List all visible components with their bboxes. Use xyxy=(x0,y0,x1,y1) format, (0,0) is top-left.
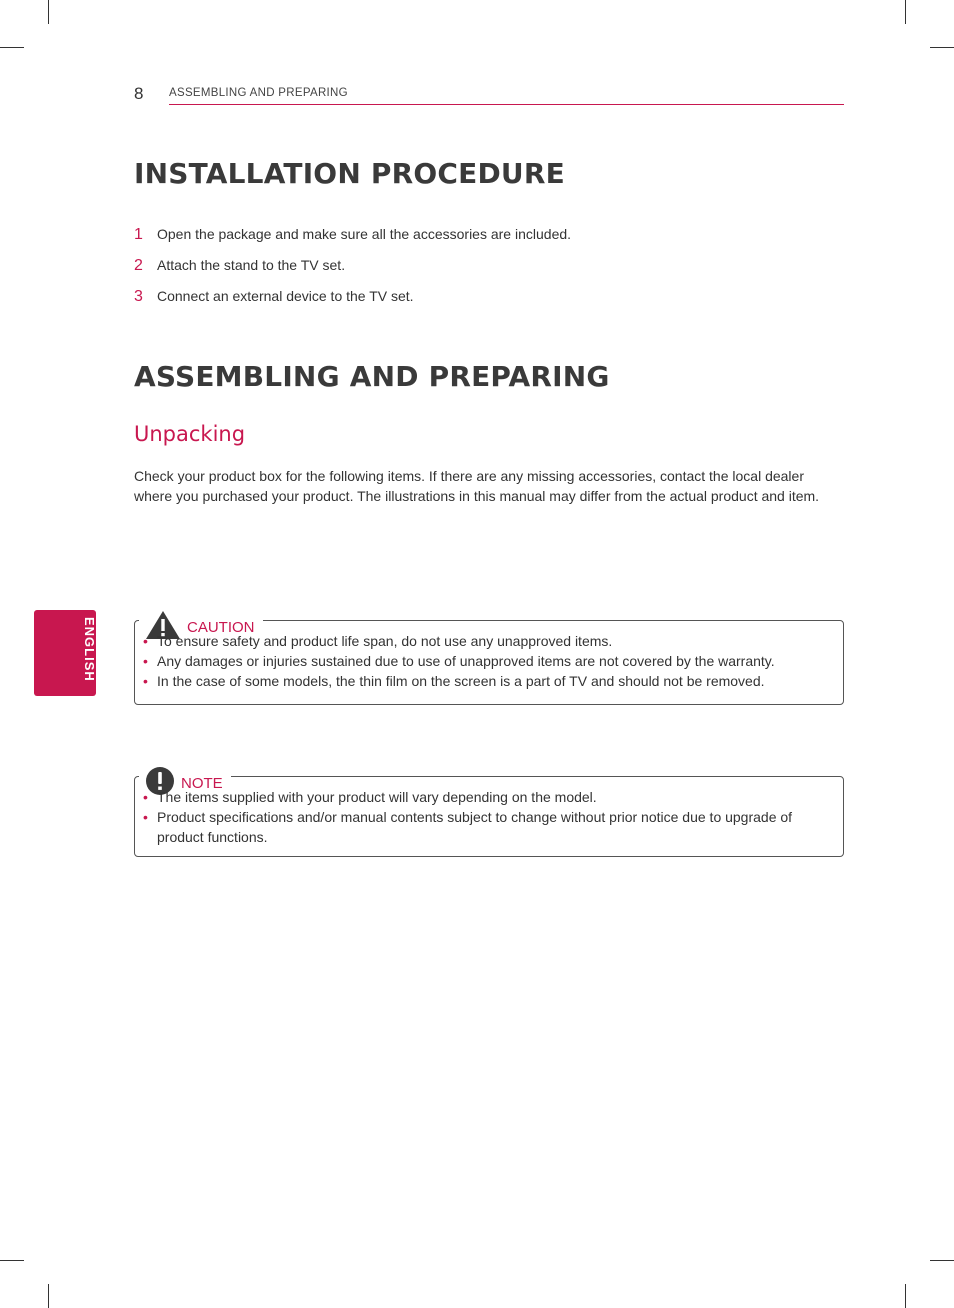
crop-mark xyxy=(48,0,49,24)
step-text: Attach the stand to the TV set. xyxy=(157,257,346,273)
language-tab-label: ENGLISH xyxy=(82,617,97,682)
step-item xyxy=(134,257,571,288)
caution-box xyxy=(134,620,844,705)
step-number: 3 xyxy=(134,288,143,305)
caution-item: • Any damages or injuries sustained due to use of unapproved items are not covered by the warranty. xyxy=(135,651,835,671)
installation-steps xyxy=(134,226,571,319)
crop-mark xyxy=(930,47,954,48)
note-label: NOTE xyxy=(181,775,223,792)
step-text: Open the package and make sure all the accessories are included. xyxy=(157,226,572,242)
step-number: 1 xyxy=(134,226,143,243)
page-number: 8 xyxy=(134,84,144,103)
step-item xyxy=(134,288,571,319)
caution-label: CAUTION xyxy=(187,619,255,636)
note-list xyxy=(135,787,835,847)
step-item xyxy=(134,226,571,257)
note-item: • Product specifications and/or manual contents subject to change without prior notice due to upgrade of product functions. xyxy=(135,807,835,847)
language-tab xyxy=(34,610,96,696)
unpacking-title: Unpacking xyxy=(134,422,246,446)
step-text: Connect an external device to the TV set. xyxy=(157,288,414,304)
running-head: ASSEMBLING AND PREPARING xyxy=(169,87,348,99)
caution-list xyxy=(135,631,835,691)
note-box xyxy=(134,776,844,857)
crop-mark xyxy=(48,1284,49,1308)
crop-mark xyxy=(905,1284,906,1308)
header-rule xyxy=(169,104,844,105)
crop-mark xyxy=(0,47,24,48)
crop-mark xyxy=(930,1260,954,1261)
crop-mark xyxy=(905,0,906,24)
crop-mark xyxy=(0,1260,24,1261)
caution-item: • To ensure safety and product life span, do not use any unapproved items. xyxy=(135,631,835,651)
installation-title: INSTALLATION PROCEDURE xyxy=(134,157,565,190)
caution-item: • In the case of some models, the thin film on the screen is a part of TV and should not be removed. xyxy=(135,671,835,691)
unpacking-intro: Check your product box for the following items. If there are any missing accessories, contact the local dealer where you purchased your product. The illustrations in this manual may differ from the actual product and item. xyxy=(134,468,820,504)
assembling-title: ASSEMBLING AND PREPARING xyxy=(134,360,610,393)
step-number: 2 xyxy=(134,257,143,274)
note-item: • The items supplied with your product will vary depending on the model. xyxy=(135,787,835,807)
